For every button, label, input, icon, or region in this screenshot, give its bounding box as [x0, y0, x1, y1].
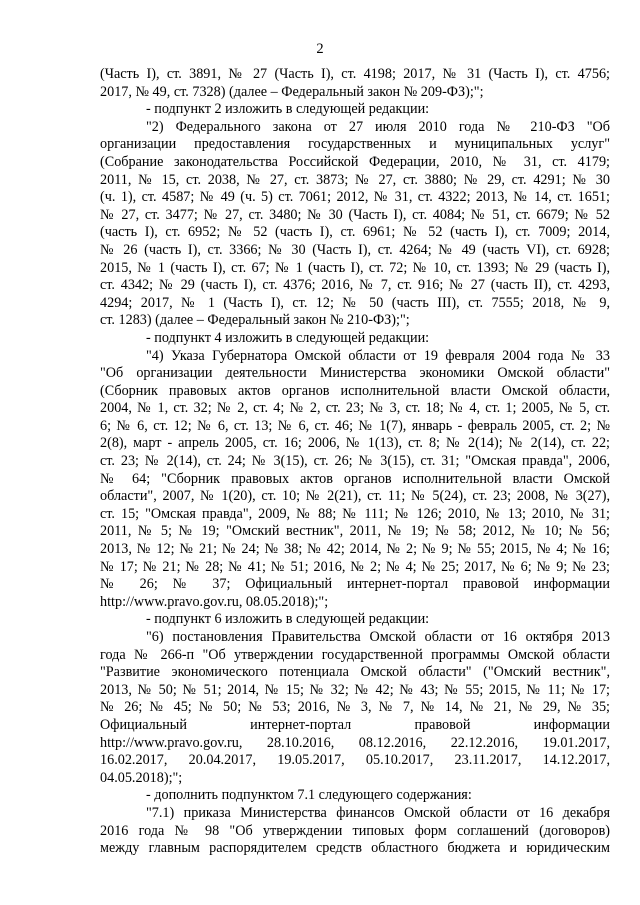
- text-line: 2(8), март - апрель 2005, ст. 16; 2006, № 1(13), ст. 8; № 2(14); № 2(14), ст. 22;: [100, 435, 610, 452]
- text-line: ст. 15; "Омская правда", 2009, № 88; № 111; № 126; 2010, № 13; 2010, № 31;: [100, 505, 610, 522]
- text-line: (Собрание законодательства Российской Федерации, 2010, № 31, ст. 4179;: [100, 153, 610, 170]
- text-line: - подпункт 2 изложить в следующей редакции:: [146, 101, 430, 118]
- text-line: 2013, № 50; № 51; 2014, № 15; № 32; № 42; № 43; № 55; 2015, № 11; № 17;: [100, 681, 610, 698]
- text-line: http://www.pravo.gov.ru, 28.10.2016, 08.12.2016, 22.12.2016, 19.01.2017,: [100, 734, 610, 751]
- text-line: 6; № 6, ст. 12; № 6, ст. 13; № 6, ст. 46; № 1(7), январь - февраль 2005, ст. 2; №: [100, 417, 610, 434]
- text-line: № 64; "Сборник правовых актов органов исполнительной власти Омской: [100, 470, 610, 487]
- text-line: № 26; № 45; № 50; № 53; 2016, № 3, № 7, № 14, № 21, № 29, № 35;: [100, 699, 610, 716]
- text-line: между главным распорядителем средств областного бюджета и юридическим: [100, 840, 610, 857]
- text-line: Официальный интернет-портал правовой информации: [100, 716, 610, 733]
- text-line: № 26; № 37; Официальный интернет-портал правовой информации: [100, 576, 610, 593]
- text-line: 2013, № 12; № 21; № 24; № 38; № 42; 2014, № 2; № 9; № 55; 2015, № 4; № 16;: [100, 541, 610, 558]
- text-line: (часть I), ст. 6952; № 52 (часть I), ст. 6961; № 52 (часть I), ст. 7009; 2014,: [100, 224, 610, 241]
- text-line: - подпункт 4 изложить в следующей редакции:: [146, 329, 430, 346]
- page-number: 2: [316, 41, 324, 57]
- text-line: года № 266-п "Об утверждении государственной программы Омской области: [100, 646, 610, 663]
- text-line: "Развитие экономического потенциала Омской области" ("Омский вестник",: [100, 664, 610, 681]
- text-line: 2004, № 1, ст. 32; № 2, ст. 4; № 2, ст. 23; № 3, ст. 18; № 4, ст. 1; 2005, № 5, ст.: [100, 400, 610, 417]
- text-line: 16.02.2017, 20.04.2017, 19.05.2017, 05.10.2017, 23.11.2017, 14.12.2017,: [100, 752, 610, 769]
- text-line: (Часть I), ст. 3891, № 27 (Часть I), ст. 4198; 2017, № 31 (Часть I), ст. 4756;: [100, 66, 610, 82]
- text-line: 2011, № 15, ст. 2038, № 27, ст. 3873; № 27, ст. 3880; № 29, ст. 4291; № 30: [100, 171, 610, 188]
- text-line: "7.1) приказа Министерства финансов Омской области от 16 декабря: [146, 804, 610, 821]
- text-line: 4294; 2017, № 1 (Часть I), ст. 12; № 50 (часть III), ст. 7555; 2018, № 9,: [100, 294, 610, 311]
- text-line: "6) постановления Правительства Омской области от 16 октября 2013: [146, 629, 610, 645]
- text-line: "2) Федерального закона от 27 июля 2010 года № 210-ФЗ "Об: [146, 118, 610, 135]
- text-line: 2016 года № 98 "Об утверждении типовых форм соглашений (договоров): [100, 822, 610, 839]
- text-line: области", 2007, № 1(20), ст. 10; № 2(21), ст. 11; № 5(24), ст. 23; 2008, № 3(27),: [100, 488, 610, 505]
- text-line: № 17; № 21; № 28; № 41; № 51; 2016, № 2; № 4; № 25; 2017, № 6; № 9; № 23;: [100, 558, 610, 575]
- text-line: "Об организации деятельности Министерства экономики Омской области": [100, 365, 610, 382]
- text-line: ст. 4342; № 29 (часть I), ст. 4376; 2016, № 7, ст. 916; № 27 (часть II), ст. 4293,: [100, 277, 610, 294]
- text-line: 2011, № 5; № 19; "Омский вестник", 2011, № 19; № 58; 2012, № 10; № 56;: [100, 523, 610, 540]
- text-line: ст. 1283) (далее – Федеральный закон № 210-ФЗ);";: [100, 312, 410, 329]
- text-line: 04.05.2018);";: [100, 769, 183, 786]
- text-line: № 26 (часть I), ст. 3366; № 30 (Часть I), ст. 4264; № 49 (часть VI), ст. 6928;: [100, 241, 610, 258]
- text-line: организации предоставления государственных и муниципальных услуг": [100, 136, 610, 153]
- text-line: (ч. 1), ст. 4587; № 49 (ч. 5) ст. 7061; 2012, № 31, ст. 4322; 2013, № 14, ст. 1651;: [100, 189, 610, 206]
- text-line: ст. 23; № 2(14), ст. 24; № 3(15), ст. 26; № 3(15), ст. 31; "Омская правда", 2006,: [100, 453, 610, 470]
- text-line: № 27, ст. 3477; № 27, ст. 3480; № 30 (Часть I), ст. 4084; № 51, ст. 6679; № 52: [100, 206, 610, 223]
- text-line: 2017, № 49, ст. 7328) (далее – Федеральный закон № 209-ФЗ);";: [100, 83, 484, 100]
- text-line: - подпункт 6 изложить в следующей редакции:: [146, 611, 430, 628]
- text-line: - дополнить подпунктом 7.1 следующего содержания:: [146, 787, 472, 804]
- text-line: (Сборник правовых актов органов исполнительной власти Омской области,: [100, 382, 610, 399]
- document-body: [100, 66, 610, 858]
- text-line: "4) Указа Губернатора Омской области от 19 февраля 2004 года № 33: [146, 347, 610, 364]
- text-line: http://www.pravo.gov.ru, 08.05.2018);";: [100, 593, 329, 610]
- text-line: 2015, № 1 (часть I), ст. 67; № 1 (часть I), ст. 72; № 10, ст. 1393; № 29 (часть I),: [100, 259, 610, 276]
